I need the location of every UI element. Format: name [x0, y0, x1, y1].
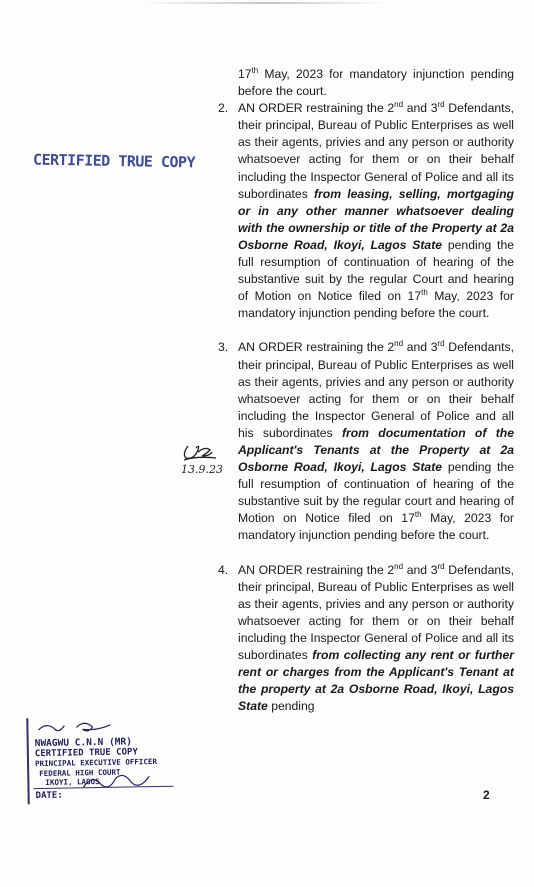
item-text: AN ORDER restraining the 2nd and 3rd Defendants, their principal, Bureau of Public Enterprises as well as their agents, privies and any person or authority whatsoever acting for them or on their behalf including the Inspector General of Police and all its subordinates from collecting any rent or further rent or charges from the Applicant's Tenant at the property at 2a Osborne Road, Ikoyi, Lagos State pending: [238, 561, 514, 714]
certified-true-copy-stamp: CERTIFIED TRUE COPY: [32, 150, 196, 172]
item-text: AN ORDER restraining the 2nd and 3rd Defendants, their principal, Bureau of Public Enterprises as well as their agents, privies and any person or authority whatsoever acting for them or on their behalf including the Inspector General of Police and all his subordinates from documentation of the Applicant's Tenants at the Property at 2a Osborne Road, Ikoyi, Lagos State pending the full resumption of continuation of hearing of the substantive suit by the regular court and hearing of Motion on Notice filed on 17th May, 2023 for mandatory injunction pending before the court.: [238, 339, 514, 543]
document-body: [218, 66, 514, 715]
seal-officer-name: NWAGWU C.N.N (MR): [34, 736, 133, 750]
order-item: [218, 100, 514, 322]
seal-date-label: DATE:: [35, 790, 63, 802]
emphasis-text: from leasing, selling, mortgaging or in any other manner whatsoever dealing with the ownership or title of the Property at 2a Osborne Road, Ikoyi, Lagos State: [238, 186, 514, 252]
item-number: 3.: [218, 340, 229, 355]
signature-mark: [36, 719, 116, 736]
item-number: 4.: [218, 562, 229, 577]
emphasis-text: from collecting any rent or further rent or charges from the Applicant's Tenant at the property at 2a Osborne Road, Ikoyi, Lagos State: [238, 648, 514, 714]
date-scribble: [79, 768, 159, 793]
handwritten-initials: [176, 440, 236, 484]
item-text: AN ORDER restraining the 2nd and 3rd Defendants, their principal, Bureau of Public Enterprises as well as their agents, privies and any person or authority whatsoever acting for them or on their behalf including the Inspector General of Police and all its subordinates from leasing, selling, mortgaging or in any other manner whatsoever dealing with the ownership or title of the Property at 2a Osborne Road, Ikoyi, Lagos State pending the full resumption of continuation of hearing of the substantive suit by the regular Court and hearing of Motion on Notice filed on 17th May, 2023 for mandatory injunction pending before the court.: [238, 100, 514, 321]
order-item: [218, 339, 514, 544]
seal-title-line: PRINCIPAL EXECUTIVE OFFICER: [34, 757, 158, 769]
item-number: 2.: [218, 101, 229, 116]
scan-edge-line: [140, 2, 390, 4]
seal-location-line: IKOYI, LAGOS: [45, 777, 100, 787]
emphasis-text: from documentation of the Applicant's Tenants at the Property at 2a Osborne Road, Ikoyi, Lagos State: [238, 425, 514, 475]
intro-continuation: 17th May, 2023 for mandatory injunction pending before the court.: [238, 65, 514, 99]
seal-court-line: FEDERAL HIGH COURT: [39, 767, 121, 779]
official-seal-stamp: [26, 716, 175, 805]
page-number: 2: [483, 788, 490, 802]
order-item: [218, 562, 514, 716]
seal-certified-line: CERTIFIED TRUE COPY: [34, 747, 138, 760]
handwritten-date: 13.9.23: [181, 463, 223, 476]
